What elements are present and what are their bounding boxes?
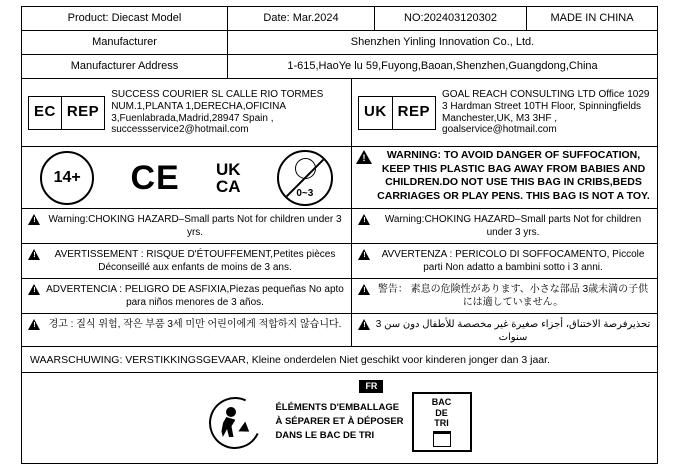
warning-triangle-icon [358, 284, 371, 295]
warning-ko [22, 314, 352, 346]
warning-row-fr-it [22, 244, 657, 279]
warning-fr [22, 244, 352, 278]
uk-rep-badge-left: UK [364, 103, 387, 121]
date-cell: Date: Mar.2024 [228, 7, 375, 30]
warning-en-right [352, 209, 657, 243]
suffocation-warning-text: WARNING: TO AVOID DANGER OF SUFFOCATION, KEEP THIS PLASTIC BAG AWAY FROM BABIES AND CHILDREN.DO NOT USE THIS BAG IN CRIBS,BEDS CARRIAGES OR PLAY PENS. THIS BAG IS NOT A TOY. [377, 149, 650, 202]
warning-it [352, 244, 657, 278]
warning-text: 警告： 素息の危険性があります、小さな部品 3歳未満の子供には適していません。 [377, 284, 649, 308]
recycling-bin-icon [412, 392, 472, 451]
warning-text: AVERTISSEMENT : RISQUE D'ÉTOUFFEMENT,Petites pièces Déconseillé aux enfants de moins de 3 ans. [54, 249, 336, 273]
warning-triangle-icon [28, 284, 41, 295]
warning-row-dutch [22, 347, 657, 373]
triman-line-1: ÉLÉMENTS D'EMBALLAGE [275, 402, 400, 414]
compliance-marks-row [22, 147, 657, 209]
manufacturer-address-row [22, 55, 657, 79]
age-range-label: 0~3 [296, 188, 314, 199]
origin-cell: MADE IN CHINA [550, 11, 634, 24]
warning-text: تحذيرفرصة الاختناق، أجزاء صغيرة غير مخصصة للأطفال دون سن 3 سنوات [375, 319, 651, 343]
warning-triangle-icon [28, 214, 41, 225]
warning-ja [352, 279, 657, 313]
warning-row-english [22, 209, 657, 244]
ukca-mark-icon [216, 161, 241, 195]
triman-circle-glyph [202, 390, 269, 457]
bin-line-2: DE [435, 407, 448, 418]
triman-line-2: À SÉPARER ET À DÉPOSER [275, 416, 404, 428]
ukca-line1: UK [215, 159, 241, 179]
bin-line-3: TRI [434, 418, 449, 429]
warning-triangle-icon [358, 214, 371, 225]
ec-rep-badge-left: EC [34, 103, 56, 121]
manufacturer-label: Manufacturer [22, 31, 228, 54]
ec-rep-icon [28, 96, 105, 130]
manufacturer-address-value: 1-615,HaoYe lu 59,Fuyong,Baoan,Shenzhen,Guangdong,China [287, 59, 598, 72]
warning-row-es-ja [22, 279, 657, 314]
warning-text: Warning:CHOKING HAZARD–Small parts Not for children under 3 yrs. [384, 214, 642, 238]
ukca-line2: CA [215, 176, 241, 196]
manufacturer-row [22, 31, 657, 55]
no-children-under-3-icon [277, 150, 333, 206]
compliance-marks-cell [22, 147, 352, 208]
uk-rep-address: GOAL REACH CONSULTING LTD Office 1029 3 Hardman Street 10TH Floor, Spinningfields Manchester,UK, M3 3HF , goalservice@hotmail.com [442, 88, 650, 136]
uk-rep-badge-right: REP [397, 103, 431, 121]
warning-triangle-icon [28, 319, 41, 330]
ec-rep-badge-right: REP [66, 103, 100, 121]
warning-triangle-icon [28, 249, 41, 260]
warning-text: 경고 : 질식 위험, 작은 부품 3세 미만 어린이에게 적합하지 않습니다. [48, 319, 342, 330]
suffocation-warning-cell [352, 147, 657, 208]
warning-es [22, 279, 352, 313]
ec-rep-cell [22, 79, 352, 146]
uk-rep-cell [352, 79, 657, 146]
age-grade-label: 14+ [53, 168, 81, 186]
triman-instructions [275, 401, 403, 442]
authorized-representatives-row [22, 79, 657, 147]
age-grade-icon [40, 151, 94, 205]
bin-line-1: BAC [431, 397, 452, 408]
warning-en-left [22, 209, 352, 243]
ce-mark-icon: CE [130, 158, 180, 197]
product-info-row [22, 7, 657, 31]
warning-triangle-icon [358, 249, 371, 260]
bin-glyph [433, 431, 451, 447]
manufacturer-address-label: Manufacturer Address [22, 55, 228, 78]
fr-country-tag: FR [359, 380, 383, 393]
ec-rep-address: SUCCESS COURIER SL CALLE RIO TORMES NUM.1,PLANTA 1,DERECHA,OFICINA 3,Fuenlabrada,Madrid,28947 Spain , successservice2@hotmail.com [111, 88, 324, 136]
warning-row-ko-ar [22, 314, 657, 347]
warning-text: ADVERTENCIA : PELIGRO DE ASFIXIA,Piezas pequeñas No apto para niños menores de 3 años. [46, 284, 344, 308]
uk-rep-icon [358, 96, 436, 130]
triman-recycling-block [22, 373, 657, 463]
product-name-cell: Product: Diecast Model [22, 7, 228, 30]
warning-triangle-icon [356, 150, 372, 164]
warning-text: Warning:CHOKING HAZARD–Small parts Not for children under 3 yrs. [48, 214, 342, 238]
warning-triangle-icon [358, 319, 371, 330]
warning-text: AVVERTENZA : PERICOLO DI SOFFOCAMENTO, Piccole parti Non adatto a bambini sotto i 3 anni. [381, 249, 645, 273]
manufacturer-value: Shenzhen Yinling Innovation Co., Ltd. [350, 35, 535, 48]
warning-text: WAARSCHUWING: VERSTIKKINGSGEVAAR, Kleine onderdelen Niet geschikt voor kinderen jonger dan 3 jaar. [30, 353, 550, 366]
triman-icon [207, 393, 267, 451]
batch-number-cell: NO:202403120302 [375, 7, 527, 30]
warning-ar [352, 314, 657, 346]
triman-line-3: DANS LE BAC DE TRI [275, 429, 375, 441]
packaging-label [21, 6, 658, 464]
